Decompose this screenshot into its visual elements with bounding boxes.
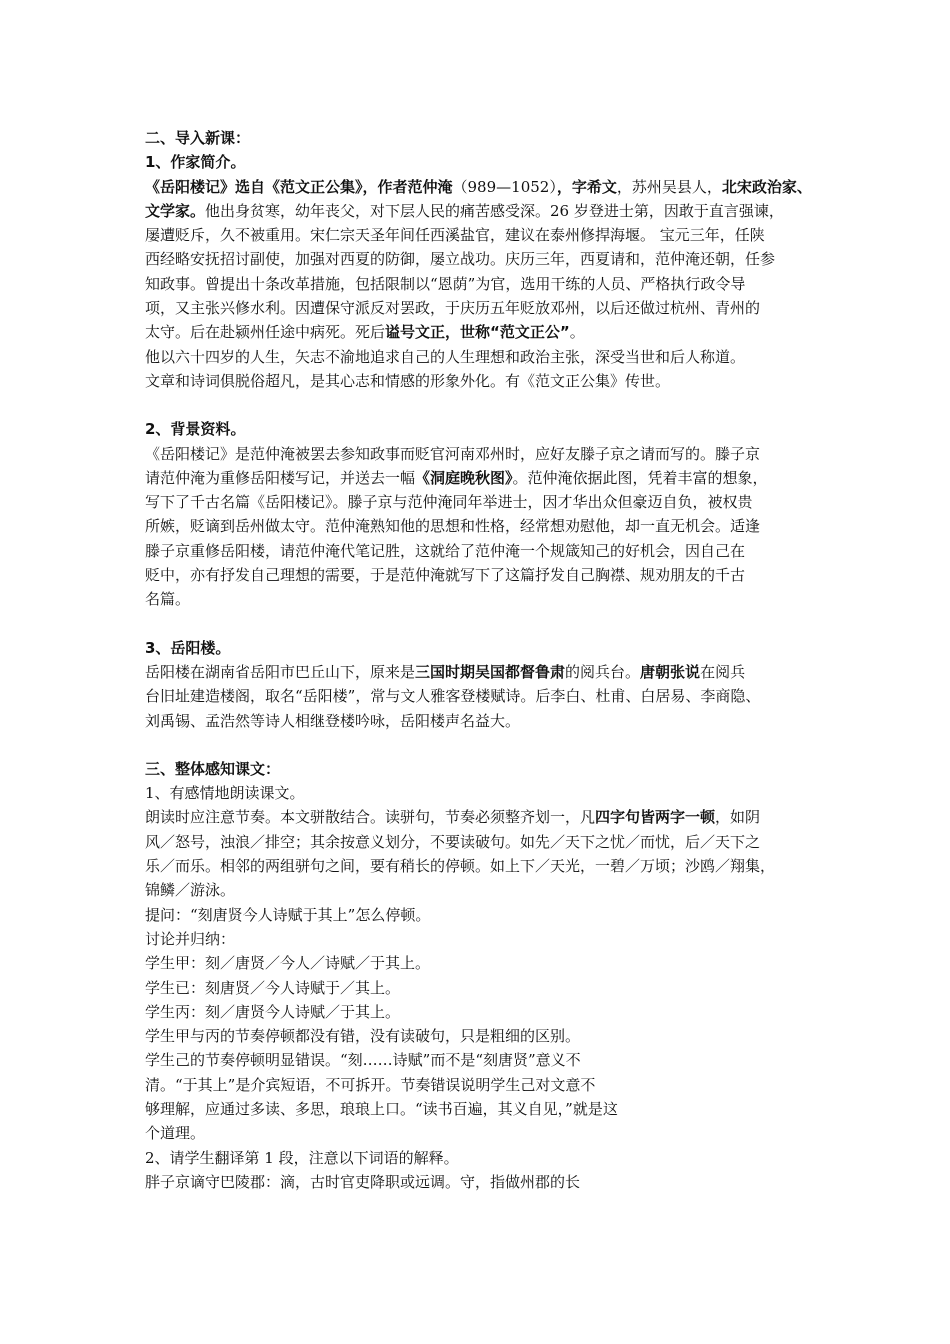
paragraph-line: 讨论并归纳：: [145, 929, 236, 948]
paragraph-line: 风／怒号，浊浪／排空；其余按意义划分，不要读破句。如先／天下之忧／而忧，后／天下之: [145, 832, 761, 851]
paragraph-line: 他以六十四岁的人生，矢志不渝地追求自己的人生理想和政治主张，深受当世和后人称道。: [145, 347, 746, 366]
paragraph-line: 文学家。他出身贫寒，幼年丧父，对下层人民的痛苦感受深。26 岁登进士第，因敢于直言强谏，: [145, 201, 784, 220]
paragraph-line: 学生丙：刻／唐贤今人诗赋／于其上。: [145, 1002, 401, 1021]
paragraph-line: 学生甲与丙的节奏停顿都没有错，没有读破句，只是粗细的区别。: [145, 1027, 581, 1046]
paragraph-line: 刘禹锡、孟浩然等诗人相继登楼吟咏，岳阳楼声名益大。: [145, 711, 521, 730]
paragraph-line: 名篇。: [145, 590, 191, 609]
subheading-background: 2、背景资料。: [145, 420, 246, 439]
paragraph-line: 学生己的节奏停顿明显错误。“刻……诗赋”而不是“刻唐贤”意义不: [145, 1051, 581, 1070]
paragraph-line: 清。“于其上”是介宾短语，不可拆开。节奏错误说明学生己对文意不: [145, 1075, 596, 1094]
section-heading-intro: 二、导入新课：: [145, 129, 251, 147]
paragraph-line: 提问：“刻唐贤今人诗赋于其上”怎么停顿。: [145, 905, 431, 924]
subheading-tower: 3、岳阳楼。: [145, 638, 231, 657]
section-heading-overall: 三、整体感知课文：: [145, 759, 281, 778]
paragraph-line: 太守。后在赴颍州任途中病死。死后谥号文正，世称“范文正公”。: [145, 323, 585, 342]
paragraph-line: 知政事。曾提出十条改革措施，包括限制以“恩荫”为官，选用干练的人员、严格执行政令导: [145, 274, 746, 293]
paragraph-line: 锦鳞／游泳。: [145, 881, 236, 900]
paragraph-line: 2、请学生翻译第 1 段，注意以下词语的解释。: [145, 1148, 459, 1167]
paragraph-line: 写下了千古名篇《岳阳楼记》。滕子京与范仲淹同年举进士，因才华出众但豪迈自负，被权贵: [145, 493, 753, 512]
paragraph-line: 所嫉，贬谪到岳州做太守。范仲淹熟知他的思想和性格，经常想劝慰他，却一直无机会。适逢: [145, 517, 761, 536]
paragraph-line: 台旧址建造楼阁，取名“岳阳楼”，常与文人雅客登楼赋诗。后李白、杜甫、白居易、李商隐、: [145, 687, 761, 706]
subheading-author: 1、作家简介。: [145, 153, 246, 172]
paragraph-line: 项，又主张兴修水利。因遭保守派反对罢政，于庆历五年贬放邓州，以后还做过杭州、青州的: [145, 299, 761, 318]
paragraph-line: 1、有感情地朗读课文。: [145, 784, 305, 803]
document-page: [145, 126, 813, 1194]
paragraph-line: 学生甲：刻／唐贤／今人／诗赋／于其上。: [145, 954, 431, 973]
paragraph-line: 请范仲淹为重修岳阳楼写记，并送去一幅《洞庭晚秋图》。范仲淹依据此图，凭着丰富的想象，: [145, 468, 768, 487]
paragraph-line: 屡遭贬斥，久不被重用。宋仁宗天圣年间任西溪盐官，建议在泰州修捍海堰。 宝元三年，任陕: [145, 226, 765, 245]
paragraph-line: 滕子京重修岳阳楼，请范仲淹代笔记胜，这就给了范仲淹一个规箴知己的好机会，因自己在: [145, 541, 746, 560]
paragraph-line: 贬中，亦有抒发自己理想的需要，于是范仲淹就写下了这篇抒发自己胸襟、规劝朋友的千古: [145, 566, 746, 585]
paragraph-line: 胖子京谪守巴陵郡：滴，古时官吏降职或远调。守，指做州郡的长: [145, 1172, 581, 1191]
paragraph-line: 朗读时应注意节奏。本文骈散结合。读骈句，节奏必须整齐划一，凡四字句皆两字一顿，如阴: [145, 808, 761, 827]
paragraph-line: 文章和诗词俱脱俗超凡，是其心志和情感的形象外化。有《范文正公集》传世。: [145, 371, 671, 390]
paragraph-line: 乐／而乐。相邻的两组骈句之间，要有稍长的停顿。如上下／天光，一碧／万顷；沙鸥／翔集，: [145, 857, 776, 876]
paragraph-line: 西经略安抚招讨副使，加强对西夏的防御，屡立战功。庆历三年，西夏请和，范仲淹还朝，任参: [145, 250, 776, 269]
paragraph-line: 《岳阳楼记》选自《范文正公集》，作者范仲淹（989—1052），字希文，苏州吴县人，北宋政治家、: [145, 177, 812, 196]
paragraph-line: 够理解，应通过多读、多思，琅琅上口。“读书百遍，其义自见，”就是这: [145, 1099, 618, 1118]
paragraph-line: 学生已：刻唐贤／今人诗赋于／其上。: [145, 978, 401, 997]
paragraph-line: 岳阳楼在湖南省岳阳市巴丘山下，原来是三国时期吴国都督鲁肃的阅兵台。唐朝张说在阅兵: [145, 662, 746, 681]
paragraph-line: 个道理。: [145, 1124, 206, 1143]
paragraph-line: 《岳阳楼记》是范仲淹被罢去参知政事而贬官河南邓州时，应好友滕子京之请而写的。滕子京: [145, 444, 761, 463]
